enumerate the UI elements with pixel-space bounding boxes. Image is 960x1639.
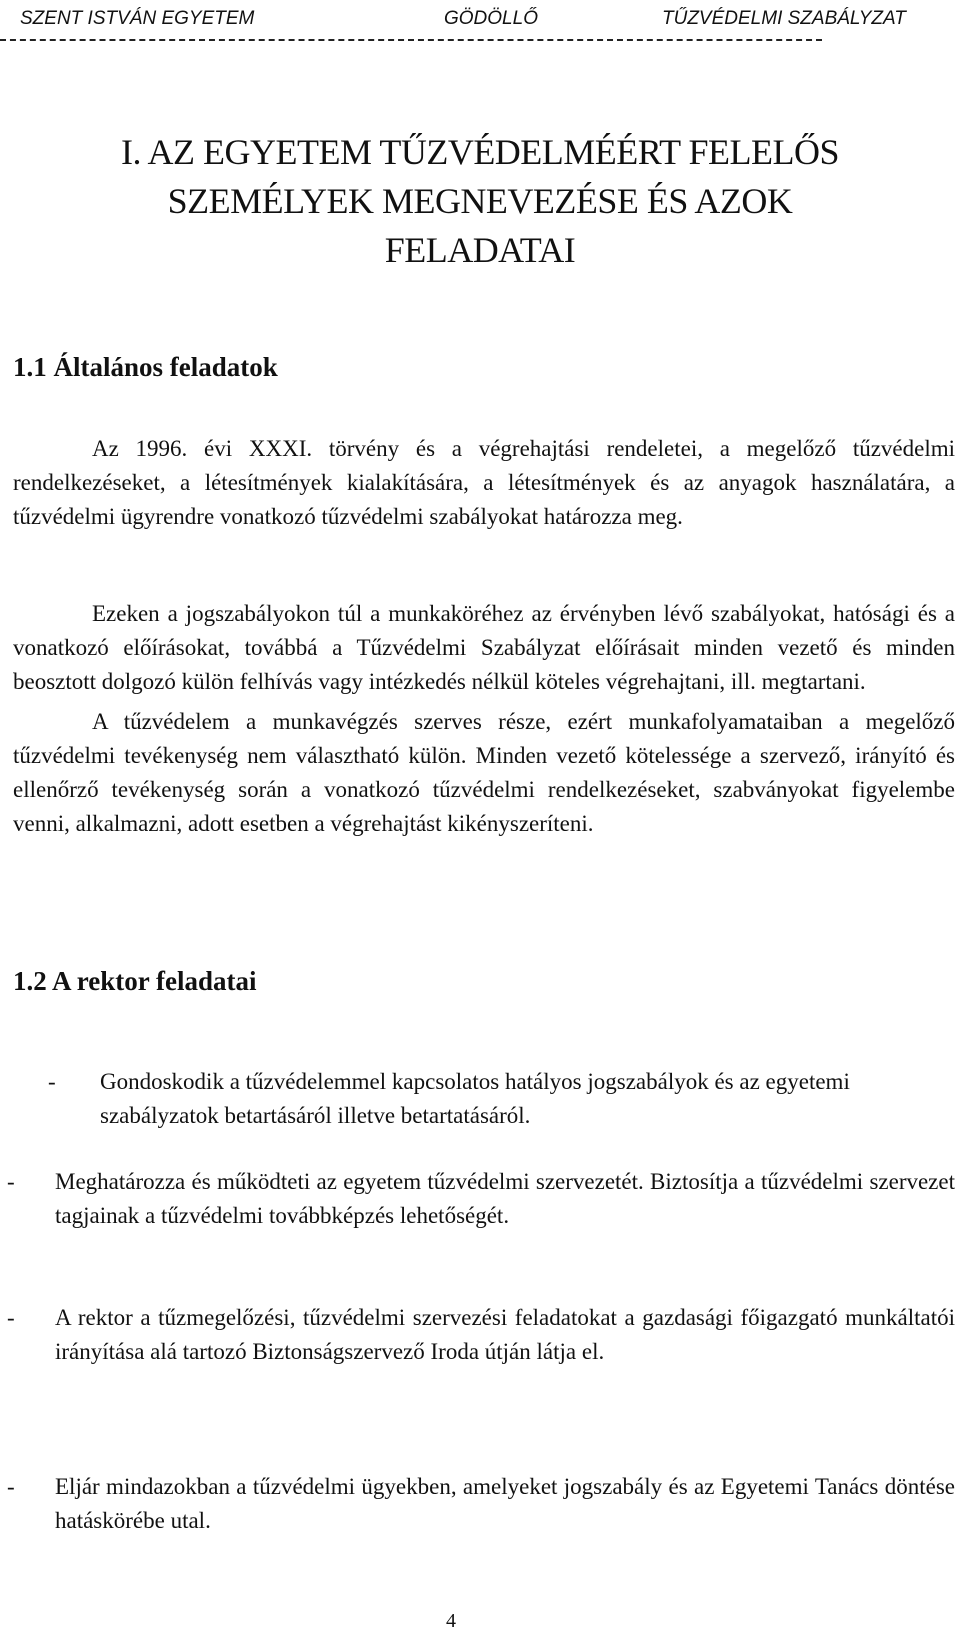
section-heading: 1.2 A rektor feladatai [13,966,257,996]
list-bullet: - [48,1069,56,1094]
list-bullet: - [7,1305,15,1330]
paragraph [13,705,955,841]
list-bullet: - [7,1474,15,1499]
header-document-title: TŰZVÉDELMI SZABÁLYZAT [662,8,906,29]
chapter-title-line: SZEMÉLYEK MEGNEVEZÉSE ÉS AZOK [167,181,793,221]
list-item-text: Meghatározza és működteti az egyetem tűzvédelmi szervezetét. Biztosítja a tűzvédelmi szervezet tagjainak a tűzvédelmi továbbképzés lehetőségét. [55,1169,955,1228]
chapter-title-line: FELADATAI [384,230,576,270]
page-number: 4 [446,1610,456,1632]
paragraph-text: Az 1996. évi XXXI. törvény és a végrehajtási rendeletei, a megelőző tűzvédelmi rendelkezéseket, a létesítmények kialakítására, a létesítmények és az anyagok használatára, a tűzvédelmi ügyrendre vonatkozó tűzvédelmi szabályokat határozza meg. [13,436,955,529]
list-item-text: A rektor a tűzmegelőzési, tűzvédelmi szervezési feladatokat a gazdasági főigazgató munkáltatói irányítása alá tartozó Biztonságszervező Iroda útján látja el. [55,1305,955,1364]
section-heading: 1.1 Általános feladatok [13,352,278,382]
header-city: GÖDÖLLŐ [444,8,538,29]
list-item-text: Eljár mindazokban a tűzvédelmi ügyekben, amelyeket jogszabály és az Egyetemi Tanács döntése hatáskörébe utal. [55,1474,955,1533]
chapter-title-line: I. AZ EGYETEM TŰZVÉDELMÉÉRT FELELŐS [121,132,839,172]
chapter-title [0,128,960,275]
header-divider [0,39,822,41]
paragraph-text: A tűzvédelem a munkavégzés szerves része, ezért munkafolyamataiban a megelőző tűzvédelmi tevékenység nem választható külön. Minden vezető kötelessége a szervező, irányító és ellenőrző tevékenység során a vonatkozó tűzvédelmi rendelkezéseket, szabványokat figyelembe venni, alkalmazni, adott esetben a végrehajtást kikényszeríteni. [13,709,955,836]
paragraph-text: Ezeken a jogszabályokon túl a munkaköréhez az érvényben lévő szabályokat, hatósági és a vonatkozó előírásokat, továbbá a Tűzvédelmi Szabályzat előírásait minden vezető és minden beosztott dolgozó külön felhívás vagy intézkedés nélkül köteles végrehajtani, ill. megtartani. [13,601,955,694]
list-bullet: - [7,1169,15,1194]
paragraph [13,432,955,534]
header-university: SZENT ISTVÁN EGYETEM [20,8,255,29]
list-item-text: Gondoskodik a tűzvédelemmel kapcsolatos hatályos jogszabályok és az egyetemi szabályzatok betartásáról illetve betartatásáról. [100,1069,850,1128]
paragraph [13,597,955,699]
